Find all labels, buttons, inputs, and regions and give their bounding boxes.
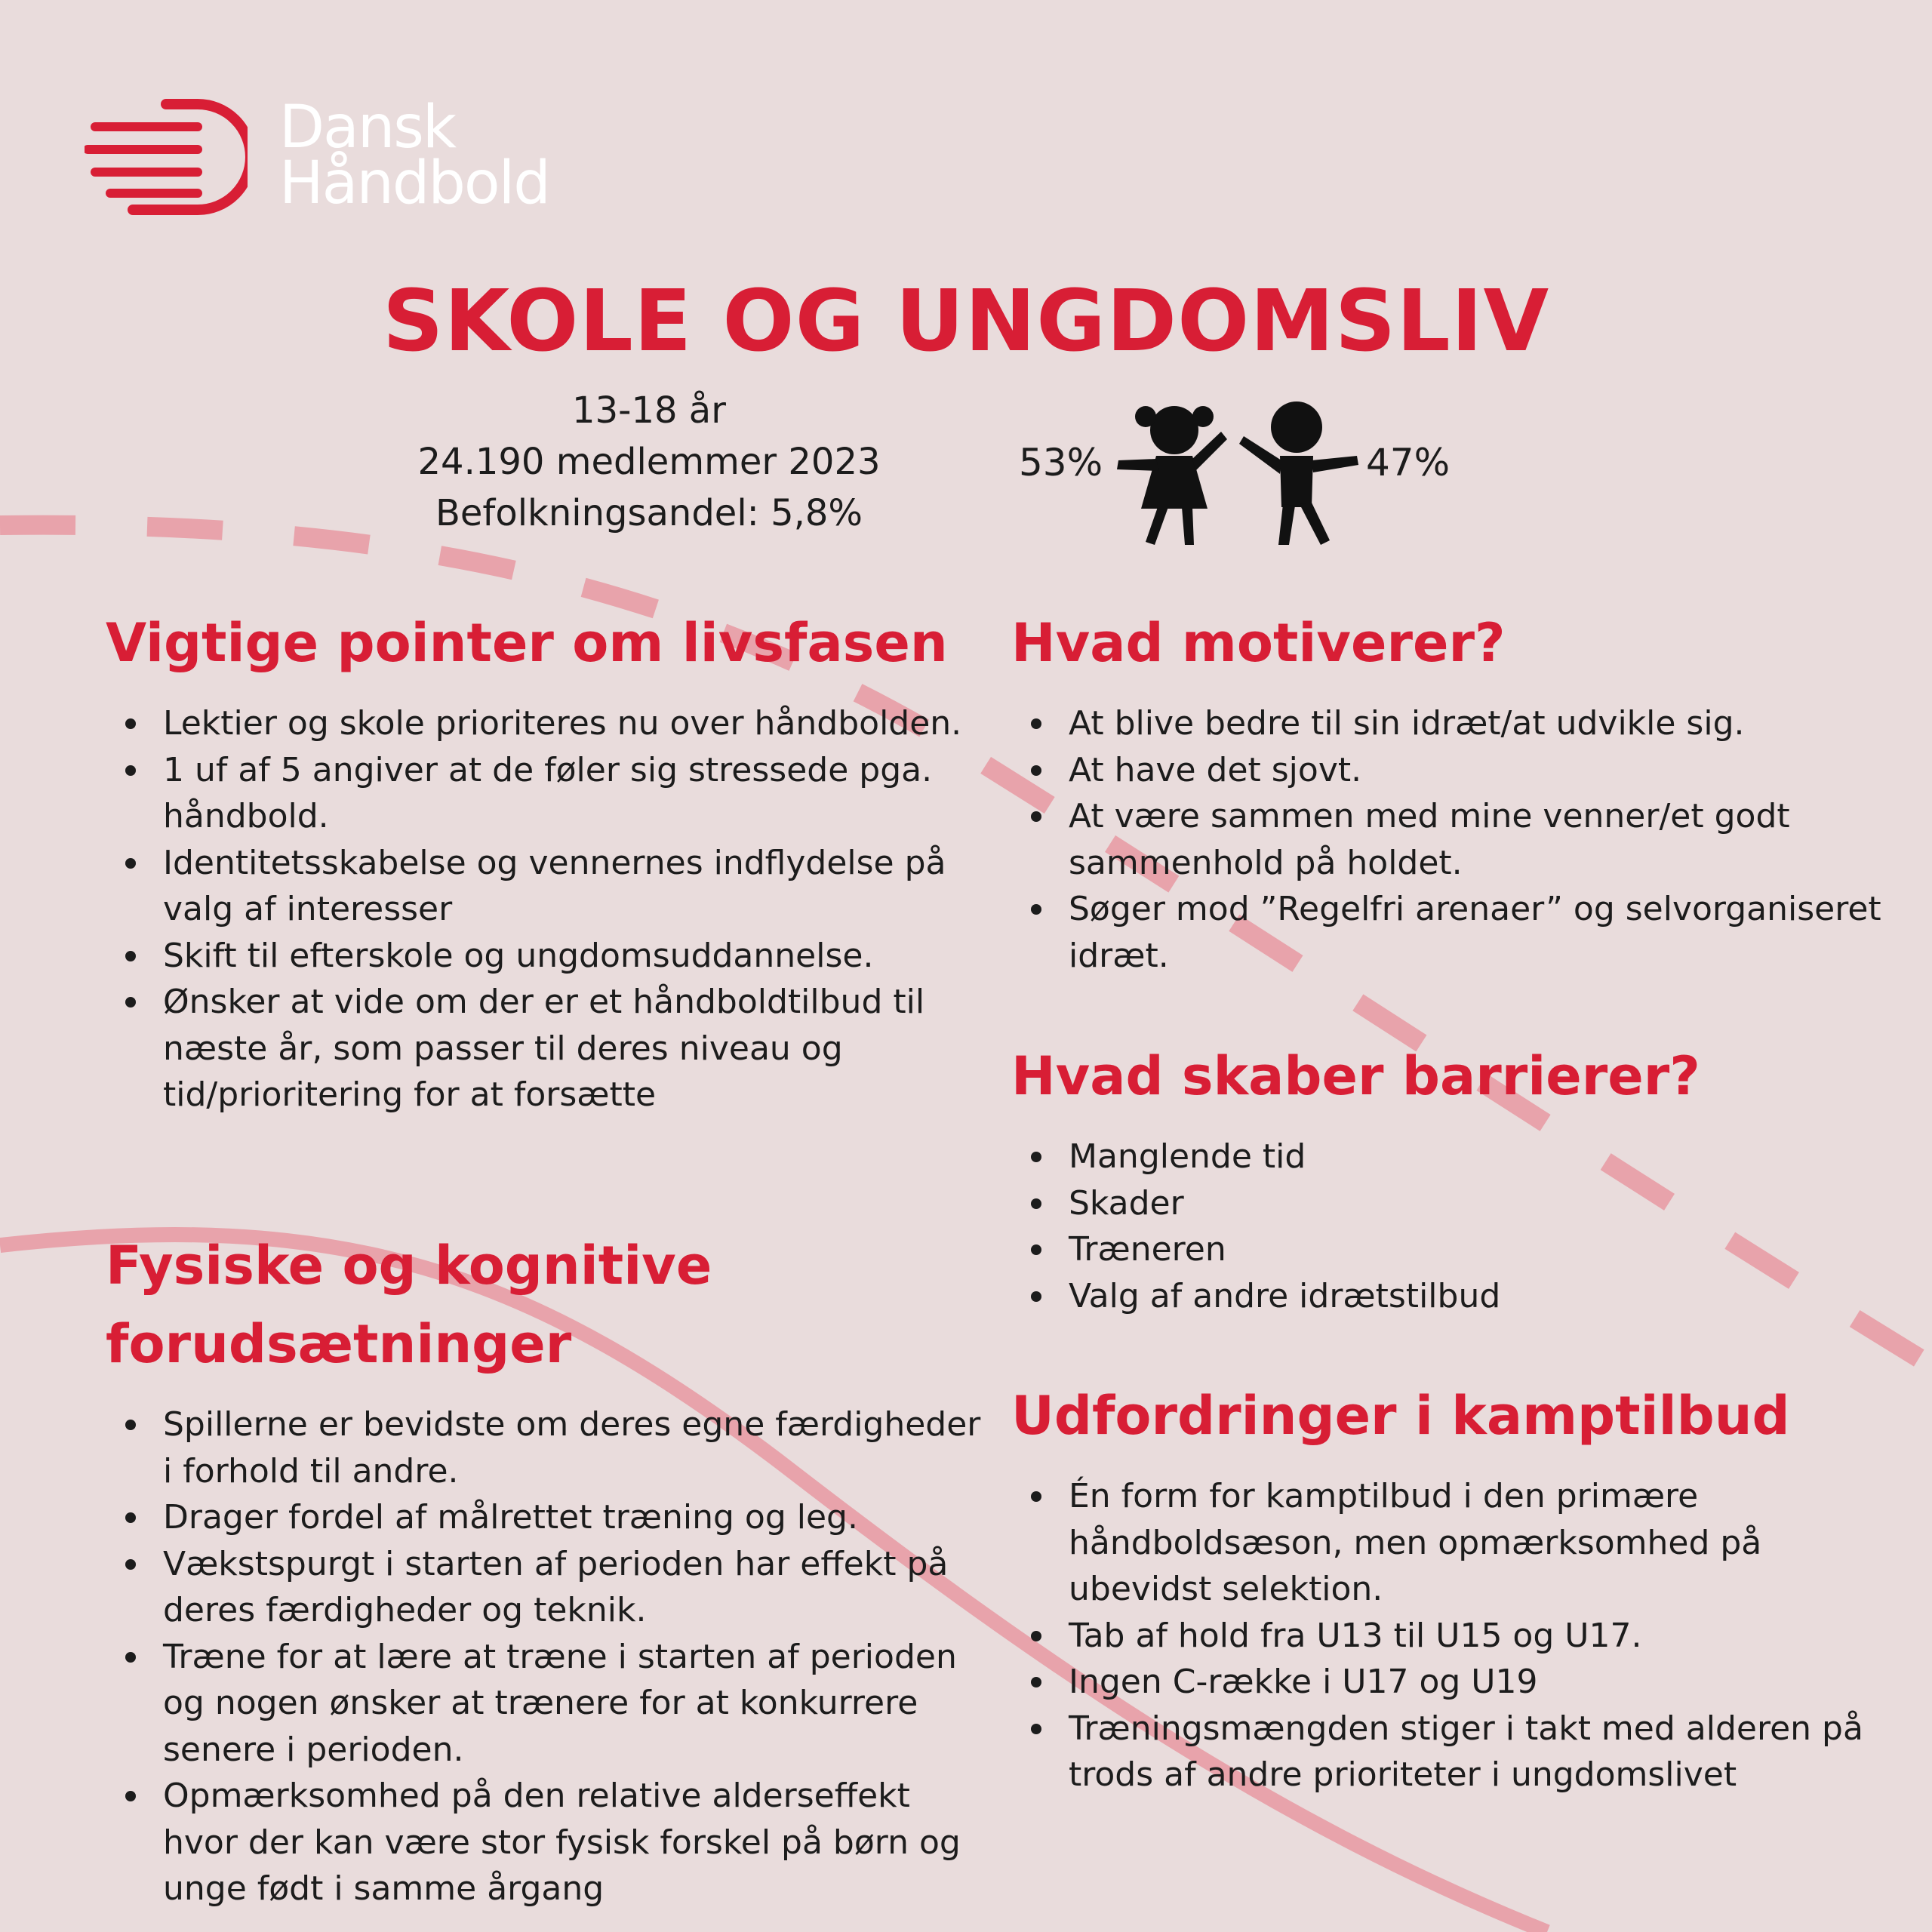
section-barriers [1011, 1037, 1902, 1319]
list-item: Drager fordel af målrettet træning og leg. [106, 1494, 981, 1541]
list-item: Søger mod ”Regelfri arenaer” og selvorganiseret idræt. [1011, 886, 1902, 979]
section-motivation [1011, 604, 1902, 979]
section-forudsaetninger [106, 1226, 981, 1912]
list-livsfasen [106, 700, 981, 1118]
list-item: At blive bedre til sin idræt/at udvikle sig. [1011, 700, 1902, 747]
list-item: Træne for at lære at træne i starten af perioden og nogen ønsker at trænere for at konkurrere senere i perioden. [106, 1634, 981, 1774]
list-barriers [1011, 1134, 1902, 1319]
girls-percentage: 53% [1019, 441, 1103, 485]
list-item: Opmærksomhed på den relative alderseffekt hvor der kan være stor fysisk forskel på børn og unge født i samme årgang [106, 1773, 981, 1912]
section-title-forudsaetninger: Fysiske og kognitive forudsætninger [106, 1235, 712, 1375]
logo-mark-icon [85, 97, 248, 217]
list-motivation [1011, 700, 1902, 979]
list-item: 1 uf af 5 angiver at de føler sig stressede pga. håndbold. [106, 747, 981, 840]
list-item: Spillerne er bevidste om deres egne færdigheder i forhold til andre. [106, 1401, 981, 1494]
list-item: Manglende tid [1011, 1134, 1902, 1180]
list-item: Skift til efterskole og ungdomsuddannelse. [106, 933, 981, 980]
section-title-kamptilbud: Udfordringer i kamptilbud [1011, 1385, 1790, 1447]
list-item: Valg af andre idrætstilbud [1011, 1273, 1902, 1320]
list-kamptilbud [1011, 1473, 1902, 1798]
stats-block [340, 385, 958, 539]
section-title-livsfasen: Vigtige pointer om livsfasen [106, 612, 948, 674]
population-share: Befolkningsandel: 5,8% [435, 492, 863, 534]
list-item: Ønsker at vide om der er et håndboldtilbud til næste år, som passer til deres niveau og tid/prioritering for at forsætte [106, 979, 981, 1118]
list-item: Ingen C-række i U17 og U19 [1011, 1659, 1902, 1706]
logo-text-dansk: Dansk [279, 94, 456, 162]
section-title-motivation: Hvad motiverer? [1011, 612, 1506, 674]
list-item: Én form for kamptilbud i den primære håndboldsæson, men opmærksomhed på ubevidst selektion. [1011, 1473, 1902, 1613]
list-item: Træningsmængden stiger i takt med alderen på trods af andre prioriteter i ungdomslivet [1011, 1706, 1902, 1798]
list-forudsaetninger [106, 1401, 981, 1912]
boys-percentage: 47% [1366, 441, 1451, 485]
girl-and-boy-icon [1108, 386, 1364, 552]
member-count: 24.190 medlemmer 2023 [417, 441, 881, 483]
list-item: Identitetsskabelse og vennernes indflydelse på valg af interesser [106, 840, 981, 933]
section-title-barriers: Hvad skaber barrierer? [1011, 1045, 1700, 1107]
logo-text-handbold: Håndbold [279, 149, 549, 217]
list-item: Træneren [1011, 1226, 1902, 1273]
page-title: SKOLE OG UNGDOMSLIV [382, 272, 1550, 371]
list-item: Tab af hold fra U13 til U15 og U17. [1011, 1613, 1902, 1660]
list-item: Lektier og skole prioriteres nu over håndbolden. [106, 700, 981, 747]
list-item: At have det sjovt. [1011, 747, 1902, 794]
list-item: Vækstspurgt i starten af perioden har effekt på deres færdigheder og teknik. [106, 1541, 981, 1634]
age-range: 13-18 år [572, 389, 726, 432]
section-kamptilbud [1011, 1377, 1902, 1798]
section-livsfasen [106, 604, 981, 1118]
dansk-handbold-logo [85, 94, 628, 217]
list-item: At være sammen med mine venner/et godt sammenhold på holdet. [1011, 793, 1902, 886]
list-item: Skader [1011, 1180, 1902, 1227]
